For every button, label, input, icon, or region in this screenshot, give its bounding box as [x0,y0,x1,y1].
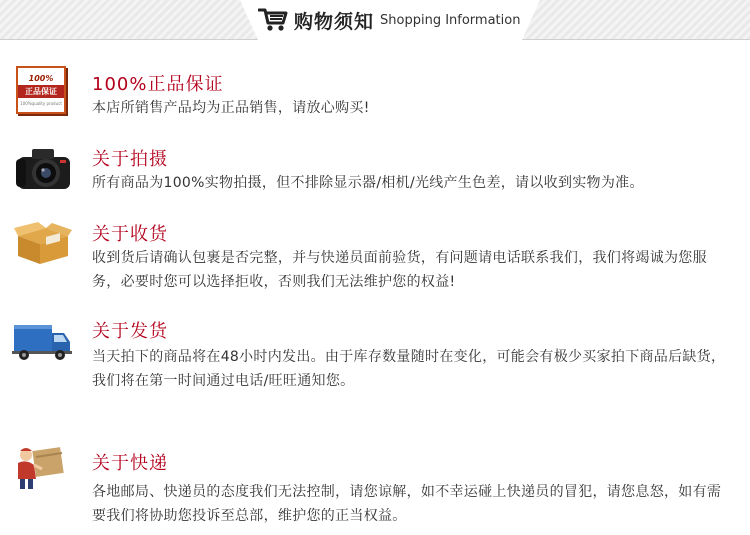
shopping-cart-icon [258,7,288,33]
camera-icon [12,143,72,193]
section-text: 收到货后请确认包裹是否完整，并与快递员面前验货，有问题请电话联系我们，我们将竭诚为您服务，必要时您可以选择拒收，否则我们无法维护您的权益! [92,250,707,290]
section-title: 关于发货 [92,321,168,342]
badge-label: 正品保证 [18,85,64,98]
section-text: 当天拍下的商品将在48小时内发出。由于库存数量随时在变化，可能会有极少买家拍下商品后缺货，我们将在第一时间通过电话/旺旺通知您。 [92,349,726,389]
badge-caption: 100%quality product [20,101,62,106]
delivery-truck-icon [12,315,72,365]
section-text: 本店所销售产品均为正品销售，请放心购买! [92,100,370,116]
package-box-icon [12,218,72,268]
section-title: 关于拍摄 [92,149,168,170]
section-text: 各地邮局、快递员的态度我们无法控制，请您谅解，如不幸运碰上快递员的冒犯，请您息怒，如有需要我们将协助您投诉至总部，维护您的正当权益。 [92,484,722,524]
authenticity-badge-icon [16,66,66,114]
courier-icon [12,443,72,493]
header-title [258,6,520,34]
section-title: 关于快递 [92,453,168,474]
section-title: 关于收货 [92,224,168,245]
section-title: 100%正品保证 [92,74,224,95]
page-subtitle: Shopping Information [380,12,521,28]
badge-percent: 100% [28,74,54,83]
page-title: 购物须知 [294,10,375,33]
section-text: 所有商品为100%实物拍摄，但不排除显示器/相机/光线产生色差，请以收到实物为准。 [92,175,644,191]
